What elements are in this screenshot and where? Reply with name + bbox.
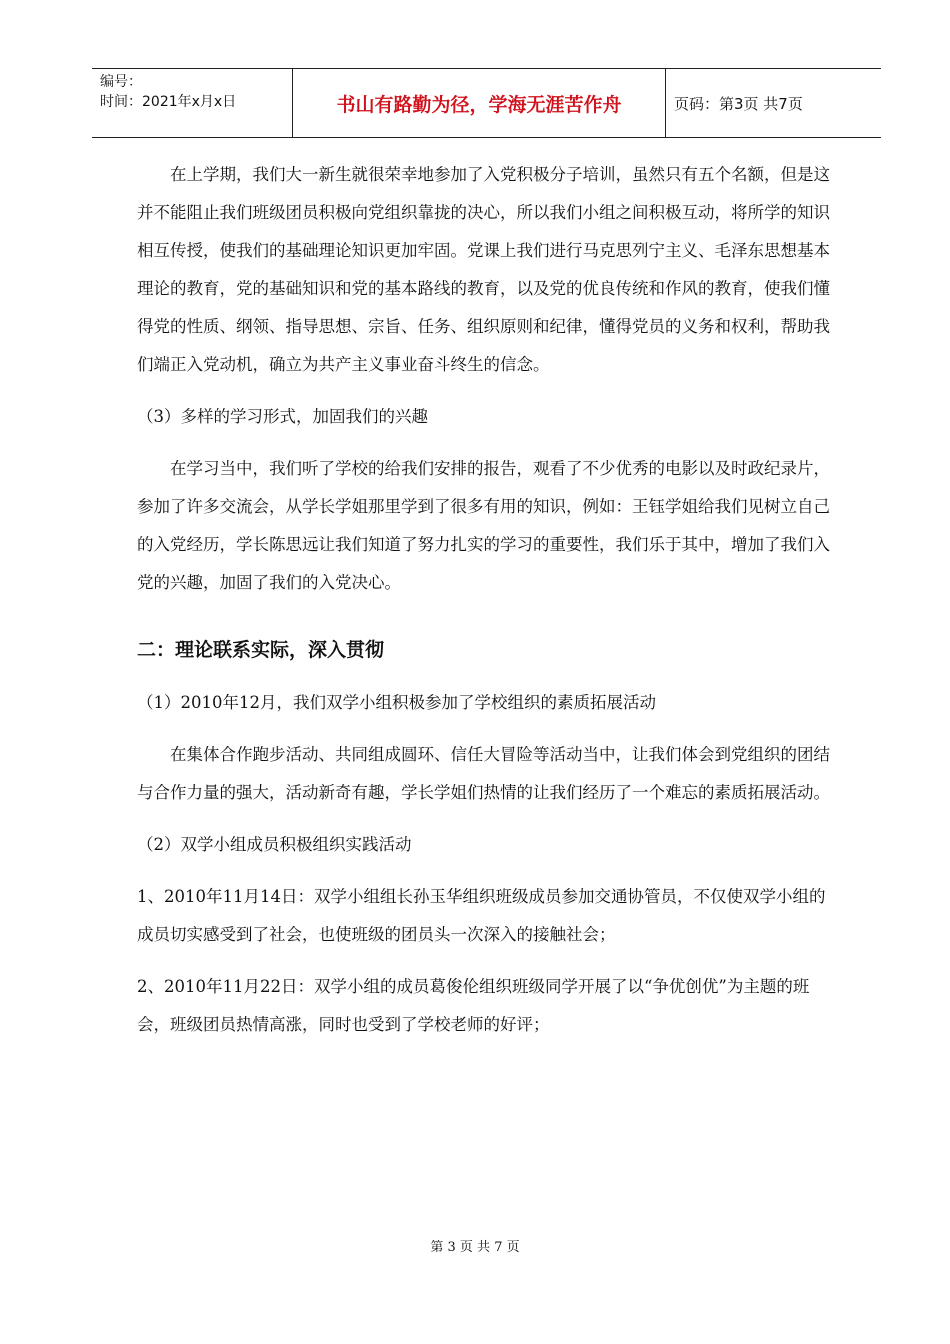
list-item-1: 1、2010年11月14日：双学小组组长孙玉华组织班级成员参加交通协管员，不仅使双学小组的成员切实感受到了社会，也使班级的团员头一次深入的接触社会； (137, 887, 826, 944)
number-label: 编号： (100, 74, 142, 90)
document-header (92, 68, 881, 138)
header-page-cell (666, 69, 881, 137)
subheading-practice: （2）双学小组成员积极组织实践活动 (137, 835, 412, 854)
header-motto-cell (293, 69, 666, 137)
page-info: 页码：第3页 共7页 (674, 94, 803, 113)
subheading-learning-forms: （3）多样的学习形式，加固我们的兴趣 (137, 407, 428, 426)
motto-text: 书山有路勤为径，学海无涯苦作舟 (336, 93, 622, 116)
list-item-2: 2、2010年11月22日：双学小组的成员葛俊伦组织班级同学开展了以“争优创优”为主题的班会，班级团员热情高涨，同时也受到了学校老师的好评； (137, 977, 810, 1034)
paragraph-learning: 在学习当中，我们听了学校的给我们安排的报告，观看了不少优秀的电影以及时政纪录片，参加了许多交流会，从学长学姐那里学到了很多有用的知识，例如：王钰学姐给我们见树立自己的入党经历，学长陈思远让我们知道了努力扎实的学习的重要性，我们乐于其中，增加了我们入党的兴趣，加固了我们的入党决心。 (137, 459, 830, 592)
document-body (137, 156, 837, 1044)
subheading-expansion-activity: （1）2010年12月，我们双学小组积极参加了学校组织的素质拓展活动 (137, 693, 656, 712)
paragraph-expansion: 在集体合作跑步活动、共同组成圆环、信任大冒险等活动当中，让我们体会到党组织的团结与合作力量的强大，活动新奇有趣，学长学姐们热情的让我们经历了一个难忘的素质拓展活动。 (137, 745, 830, 802)
section-heading: 二：理论联系实际，深入贯彻 (137, 639, 385, 661)
paragraph-party-training: 在上学期，我们大一新生就很荣幸地参加了入党积极分子培训，虽然只有五个名额，但是这并不能阻止我们班级团员积极向党组织靠拢的决心，所以我们小组之间积极互动，将所学的知识相互传授，使我们的基础理论知识更加牢固。党课上我们进行马克思列宁主义、毛泽东思想基本理论的教育，党的基础知识和党的基本路线的教育，以及党的优良传统和作风的教育，使我们懂得党的性质、纲领、指导思想、宗旨、任务、组织原则和纪律，懂得党员的义务和权利，帮助我们端正入党动机，确立为共产主义事业奋斗终生的信念。 (137, 165, 830, 374)
header-meta-cell (92, 69, 293, 137)
time-label: 时间：2021年x月x日 (100, 94, 237, 110)
page-footer: 第 3 页 共 7 页 (430, 1240, 520, 1255)
